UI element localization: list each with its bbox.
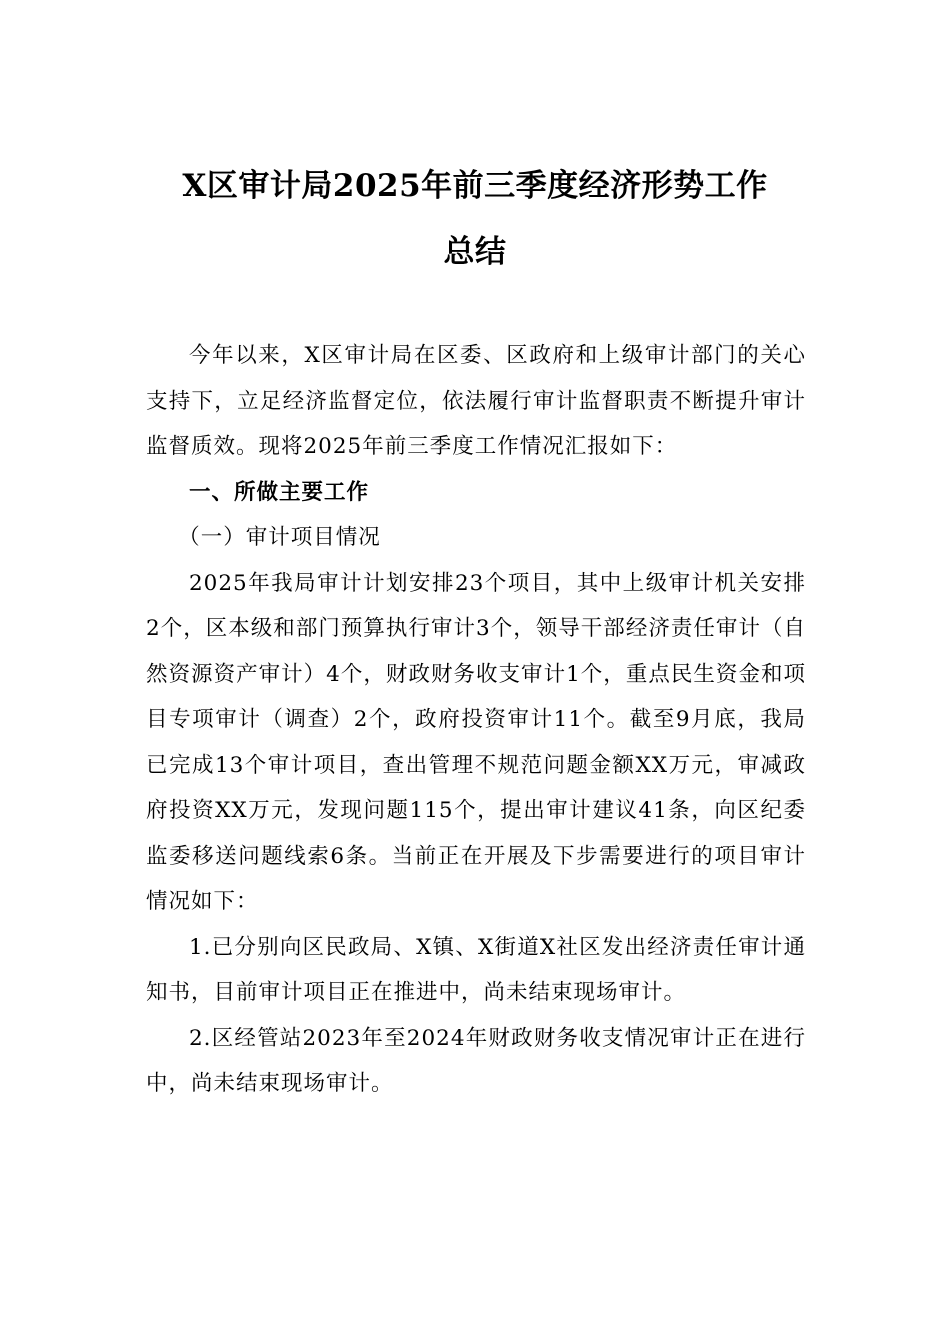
intro-paragraph: 今年以来，X区审计局在区委、区政府和上级审计部门的关心支持下，立足经济监督定位，依法履行审计监督职责不断提升审计监督质效。现将2025年前三季度工作情况汇报如下： — [146, 343, 806, 459]
section-heading-main-work: 一、所做主要工作 — [189, 479, 370, 505]
list-item-1: 1.已分别向区民政局、X镇、X街道X社区发出经济责任审计通知书，目前审计项目正在推进中，尚未结束现场审计。 — [146, 934, 806, 1005]
document-title-line-1: X区审计局2025年前三季度经济形势工作 — [182, 168, 768, 204]
list-item-2: 2.区经管站2023年至2024年财政财务收支情况审计正在进行中，尚未结束现场审计。 — [146, 1025, 806, 1096]
document-title-line-2: 总结 — [443, 234, 507, 270]
audit-projects-paragraph: 2025年我局审计计划安排23个项目，其中上级审计机关安排2个，区本级和部门预算执行审计3个，领导干部经济责任审计（自然资源资产审计）4个，财政财务收支审计1个，重点民生资金和项目专项审计（调查）2个，政府投资审计11个。截至9月底，我局已完成13个审计项目，查出管理不规范问题金额XX万元，审减政府投资XX万元，发现问题115个，提出审计建议41条，向区纪委监委移送问题线索6条。当前正在开展及下步需要进行的项目审计情况如下： — [146, 570, 806, 914]
document-body — [146, 333, 806, 1107]
subsection-heading-audit-projects: （一）审计项目情况 — [178, 525, 381, 550]
